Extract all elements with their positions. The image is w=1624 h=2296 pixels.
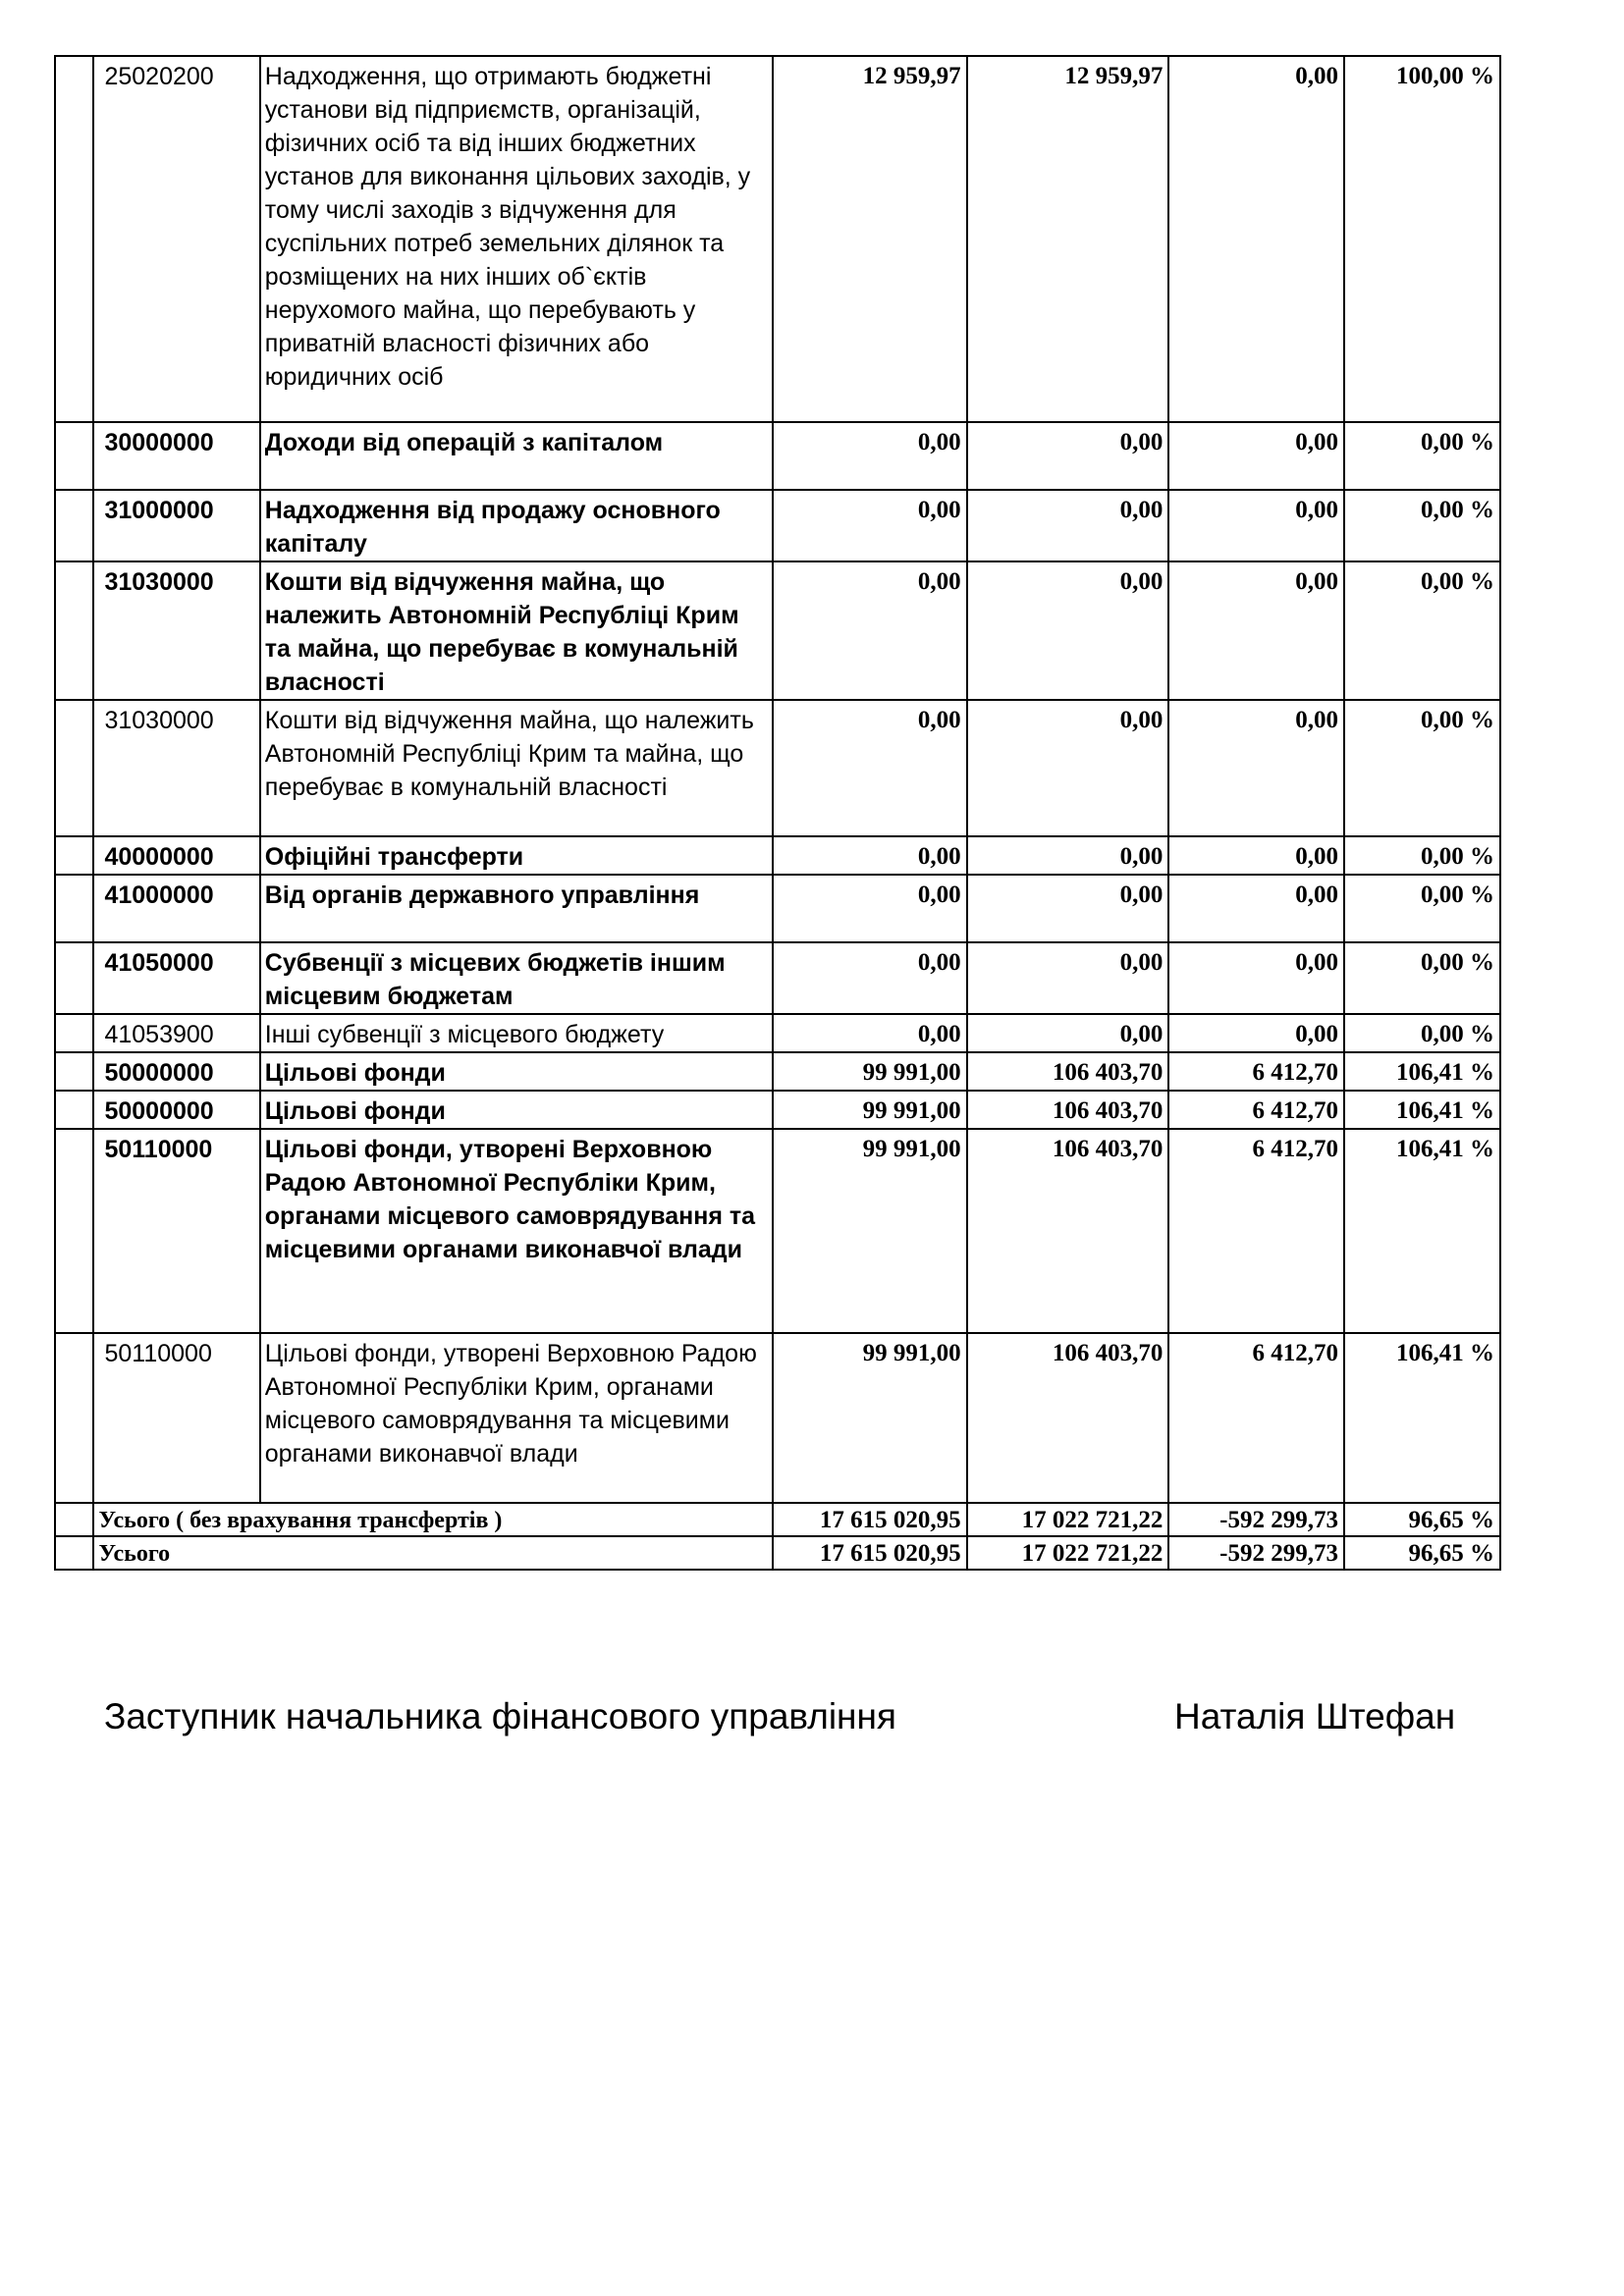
row-name: Надходження від продажу основного капіталу — [260, 490, 774, 561]
row-fact: 106 403,70 — [967, 1333, 1169, 1503]
table-row — [55, 942, 1500, 1014]
total-row — [55, 1536, 1500, 1570]
total-percent: 96,65 % — [1344, 1503, 1500, 1536]
total-plan: 17 615 020,95 — [773, 1536, 966, 1570]
row-blank-cell — [55, 1052, 93, 1091]
signature-block — [104, 1696, 1479, 1737]
table-row — [55, 1091, 1500, 1129]
row-blank-cell — [55, 836, 93, 875]
row-percent: 0,00 % — [1344, 875, 1500, 942]
row-deviation: 0,00 — [1168, 422, 1344, 490]
row-deviation: 0,00 — [1168, 56, 1344, 422]
row-code: 31000000 — [93, 490, 259, 561]
row-blank-cell — [55, 1014, 93, 1052]
row-code: 41000000 — [93, 875, 259, 942]
row-plan: 0,00 — [773, 422, 966, 490]
row-percent: 0,00 % — [1344, 561, 1500, 700]
row-blank-cell — [55, 1091, 93, 1129]
row-deviation: 6 412,70 — [1168, 1333, 1344, 1503]
row-percent: 0,00 % — [1344, 490, 1500, 561]
row-name: Цільові фонди — [260, 1091, 774, 1129]
row-plan: 99 991,00 — [773, 1052, 966, 1091]
row-code: 30000000 — [93, 422, 259, 490]
total-fact: 17 022 721,22 — [967, 1536, 1169, 1570]
row-code: 41053900 — [93, 1014, 259, 1052]
row-fact: 12 959,97 — [967, 56, 1169, 422]
row-blank-cell — [55, 1333, 93, 1503]
row-deviation: 6 412,70 — [1168, 1129, 1344, 1333]
row-percent: 106,41 % — [1344, 1091, 1500, 1129]
row-percent: 106,41 % — [1344, 1333, 1500, 1503]
row-percent: 0,00 % — [1344, 836, 1500, 875]
row-deviation: 0,00 — [1168, 561, 1344, 700]
row-blank-cell — [55, 1129, 93, 1333]
row-percent: 100,00 % — [1344, 56, 1500, 422]
row-blank-cell — [55, 561, 93, 700]
row-code: 40000000 — [93, 836, 259, 875]
row-name: Кошти від відчуження майна, що належить Автономній Республіці Крим та майна, що перебуває в комунальній власності — [260, 561, 774, 700]
total-blank-cell — [55, 1503, 93, 1536]
row-blank-cell — [55, 56, 93, 422]
row-plan: 0,00 — [773, 836, 966, 875]
row-plan: 0,00 — [773, 875, 966, 942]
row-deviation: 0,00 — [1168, 875, 1344, 942]
row-deviation: 0,00 — [1168, 836, 1344, 875]
row-code: 31030000 — [93, 561, 259, 700]
row-fact: 0,00 — [967, 422, 1169, 490]
table-row — [55, 1014, 1500, 1052]
total-fact: 17 022 721,22 — [967, 1503, 1169, 1536]
total-row — [55, 1503, 1500, 1536]
row-fact: 0,00 — [967, 836, 1169, 875]
row-code: 41050000 — [93, 942, 259, 1014]
row-code: 50000000 — [93, 1052, 259, 1091]
row-blank-cell — [55, 942, 93, 1014]
row-deviation: 0,00 — [1168, 490, 1344, 561]
row-fact: 0,00 — [967, 490, 1169, 561]
row-percent: 106,41 % — [1344, 1129, 1500, 1333]
row-name: Доходи від операцій з капіталом — [260, 422, 774, 490]
table-row — [55, 56, 1500, 422]
table-row — [55, 836, 1500, 875]
row-name: Цільові фонди, утворені Верховною Радою Автономної Республіки Крим, органами місцевого самоврядування та місцевими органами виконавчої влади — [260, 1333, 774, 1503]
row-fact: 0,00 — [967, 1014, 1169, 1052]
table-row — [55, 1333, 1500, 1503]
signature-name: Наталія Штефан — [1174, 1696, 1456, 1736]
row-percent: 0,00 % — [1344, 942, 1500, 1014]
total-percent: 96,65 % — [1344, 1536, 1500, 1570]
row-percent: 0,00 % — [1344, 1014, 1500, 1052]
row-name: Цільові фонди — [260, 1052, 774, 1091]
row-name: Від органів державного управління — [260, 875, 774, 942]
row-plan: 0,00 — [773, 1014, 966, 1052]
total-label: Усього — [93, 1536, 773, 1570]
table-row — [55, 422, 1500, 490]
row-blank-cell — [55, 422, 93, 490]
signature-title: Заступник начальника фінансового управління — [104, 1696, 896, 1736]
row-percent: 0,00 % — [1344, 700, 1500, 836]
row-plan: 12 959,97 — [773, 56, 966, 422]
total-deviation: -592 299,73 — [1168, 1503, 1344, 1536]
row-percent: 0,00 % — [1344, 422, 1500, 490]
row-blank-cell — [55, 490, 93, 561]
row-plan: 99 991,00 — [773, 1333, 966, 1503]
row-name: Інші субвенції з місцевого бюджету — [260, 1014, 774, 1052]
revenue-table — [54, 55, 1501, 1571]
table-row — [55, 1129, 1500, 1333]
row-deviation: 6 412,70 — [1168, 1052, 1344, 1091]
row-fact: 106 403,70 — [967, 1052, 1169, 1091]
report-sheet — [54, 55, 1501, 1571]
row-percent: 106,41 % — [1344, 1052, 1500, 1091]
row-code: 50000000 — [93, 1091, 259, 1129]
row-plan: 0,00 — [773, 490, 966, 561]
row-deviation: 0,00 — [1168, 942, 1344, 1014]
total-blank-cell — [55, 1536, 93, 1570]
row-plan: 99 991,00 — [773, 1091, 966, 1129]
row-fact: 0,00 — [967, 875, 1169, 942]
row-plan: 0,00 — [773, 700, 966, 836]
total-plan: 17 615 020,95 — [773, 1503, 966, 1536]
table-row — [55, 875, 1500, 942]
row-code: 31030000 — [93, 700, 259, 836]
total-label: Усього ( без врахування трансфертів ) — [93, 1503, 773, 1536]
row-code: 50110000 — [93, 1333, 259, 1503]
row-deviation: 6 412,70 — [1168, 1091, 1344, 1129]
table-row — [55, 561, 1500, 700]
row-fact: 106 403,70 — [967, 1129, 1169, 1333]
row-name: Надходження, що отримають бюджетні установи від підприємств, організацій, фізичних осіб та від інших бюджетних установ для виконання цільових заходів, у тому числі заходів з відчуження для суспільних потреб земельних ділянок та розміщених на них інших об`єктів нерухомого майна, що перебувають у приватній власності фізичних або юридичних осіб — [260, 56, 774, 422]
row-code: 25020200 — [93, 56, 259, 422]
row-fact: 0,00 — [967, 561, 1169, 700]
row-plan: 0,00 — [773, 561, 966, 700]
table-row — [55, 490, 1500, 561]
row-code: 50110000 — [93, 1129, 259, 1333]
row-name: Кошти від відчуження майна, що належить Автономній Республіці Крим та майна, що перебуває в комунальній власності — [260, 700, 774, 836]
total-deviation: -592 299,73 — [1168, 1536, 1344, 1570]
row-plan: 0,00 — [773, 942, 966, 1014]
row-deviation: 0,00 — [1168, 1014, 1344, 1052]
row-blank-cell — [55, 700, 93, 836]
row-plan: 99 991,00 — [773, 1129, 966, 1333]
row-fact: 0,00 — [967, 942, 1169, 1014]
row-deviation: 0,00 — [1168, 700, 1344, 836]
row-fact: 0,00 — [967, 700, 1169, 836]
table-row — [55, 1052, 1500, 1091]
row-name: Офіційні трансферти — [260, 836, 774, 875]
row-name: Субвенції з місцевих бюджетів іншим місцевим бюджетам — [260, 942, 774, 1014]
row-name: Цільові фонди, утворені Верховною Радою Автономної Республіки Крим, органами місцевого самоврядування та місцевими органами виконавчої влади — [260, 1129, 774, 1333]
row-fact: 106 403,70 — [967, 1091, 1169, 1129]
table-row — [55, 700, 1500, 836]
table-body — [55, 56, 1500, 1570]
row-blank-cell — [55, 875, 93, 942]
